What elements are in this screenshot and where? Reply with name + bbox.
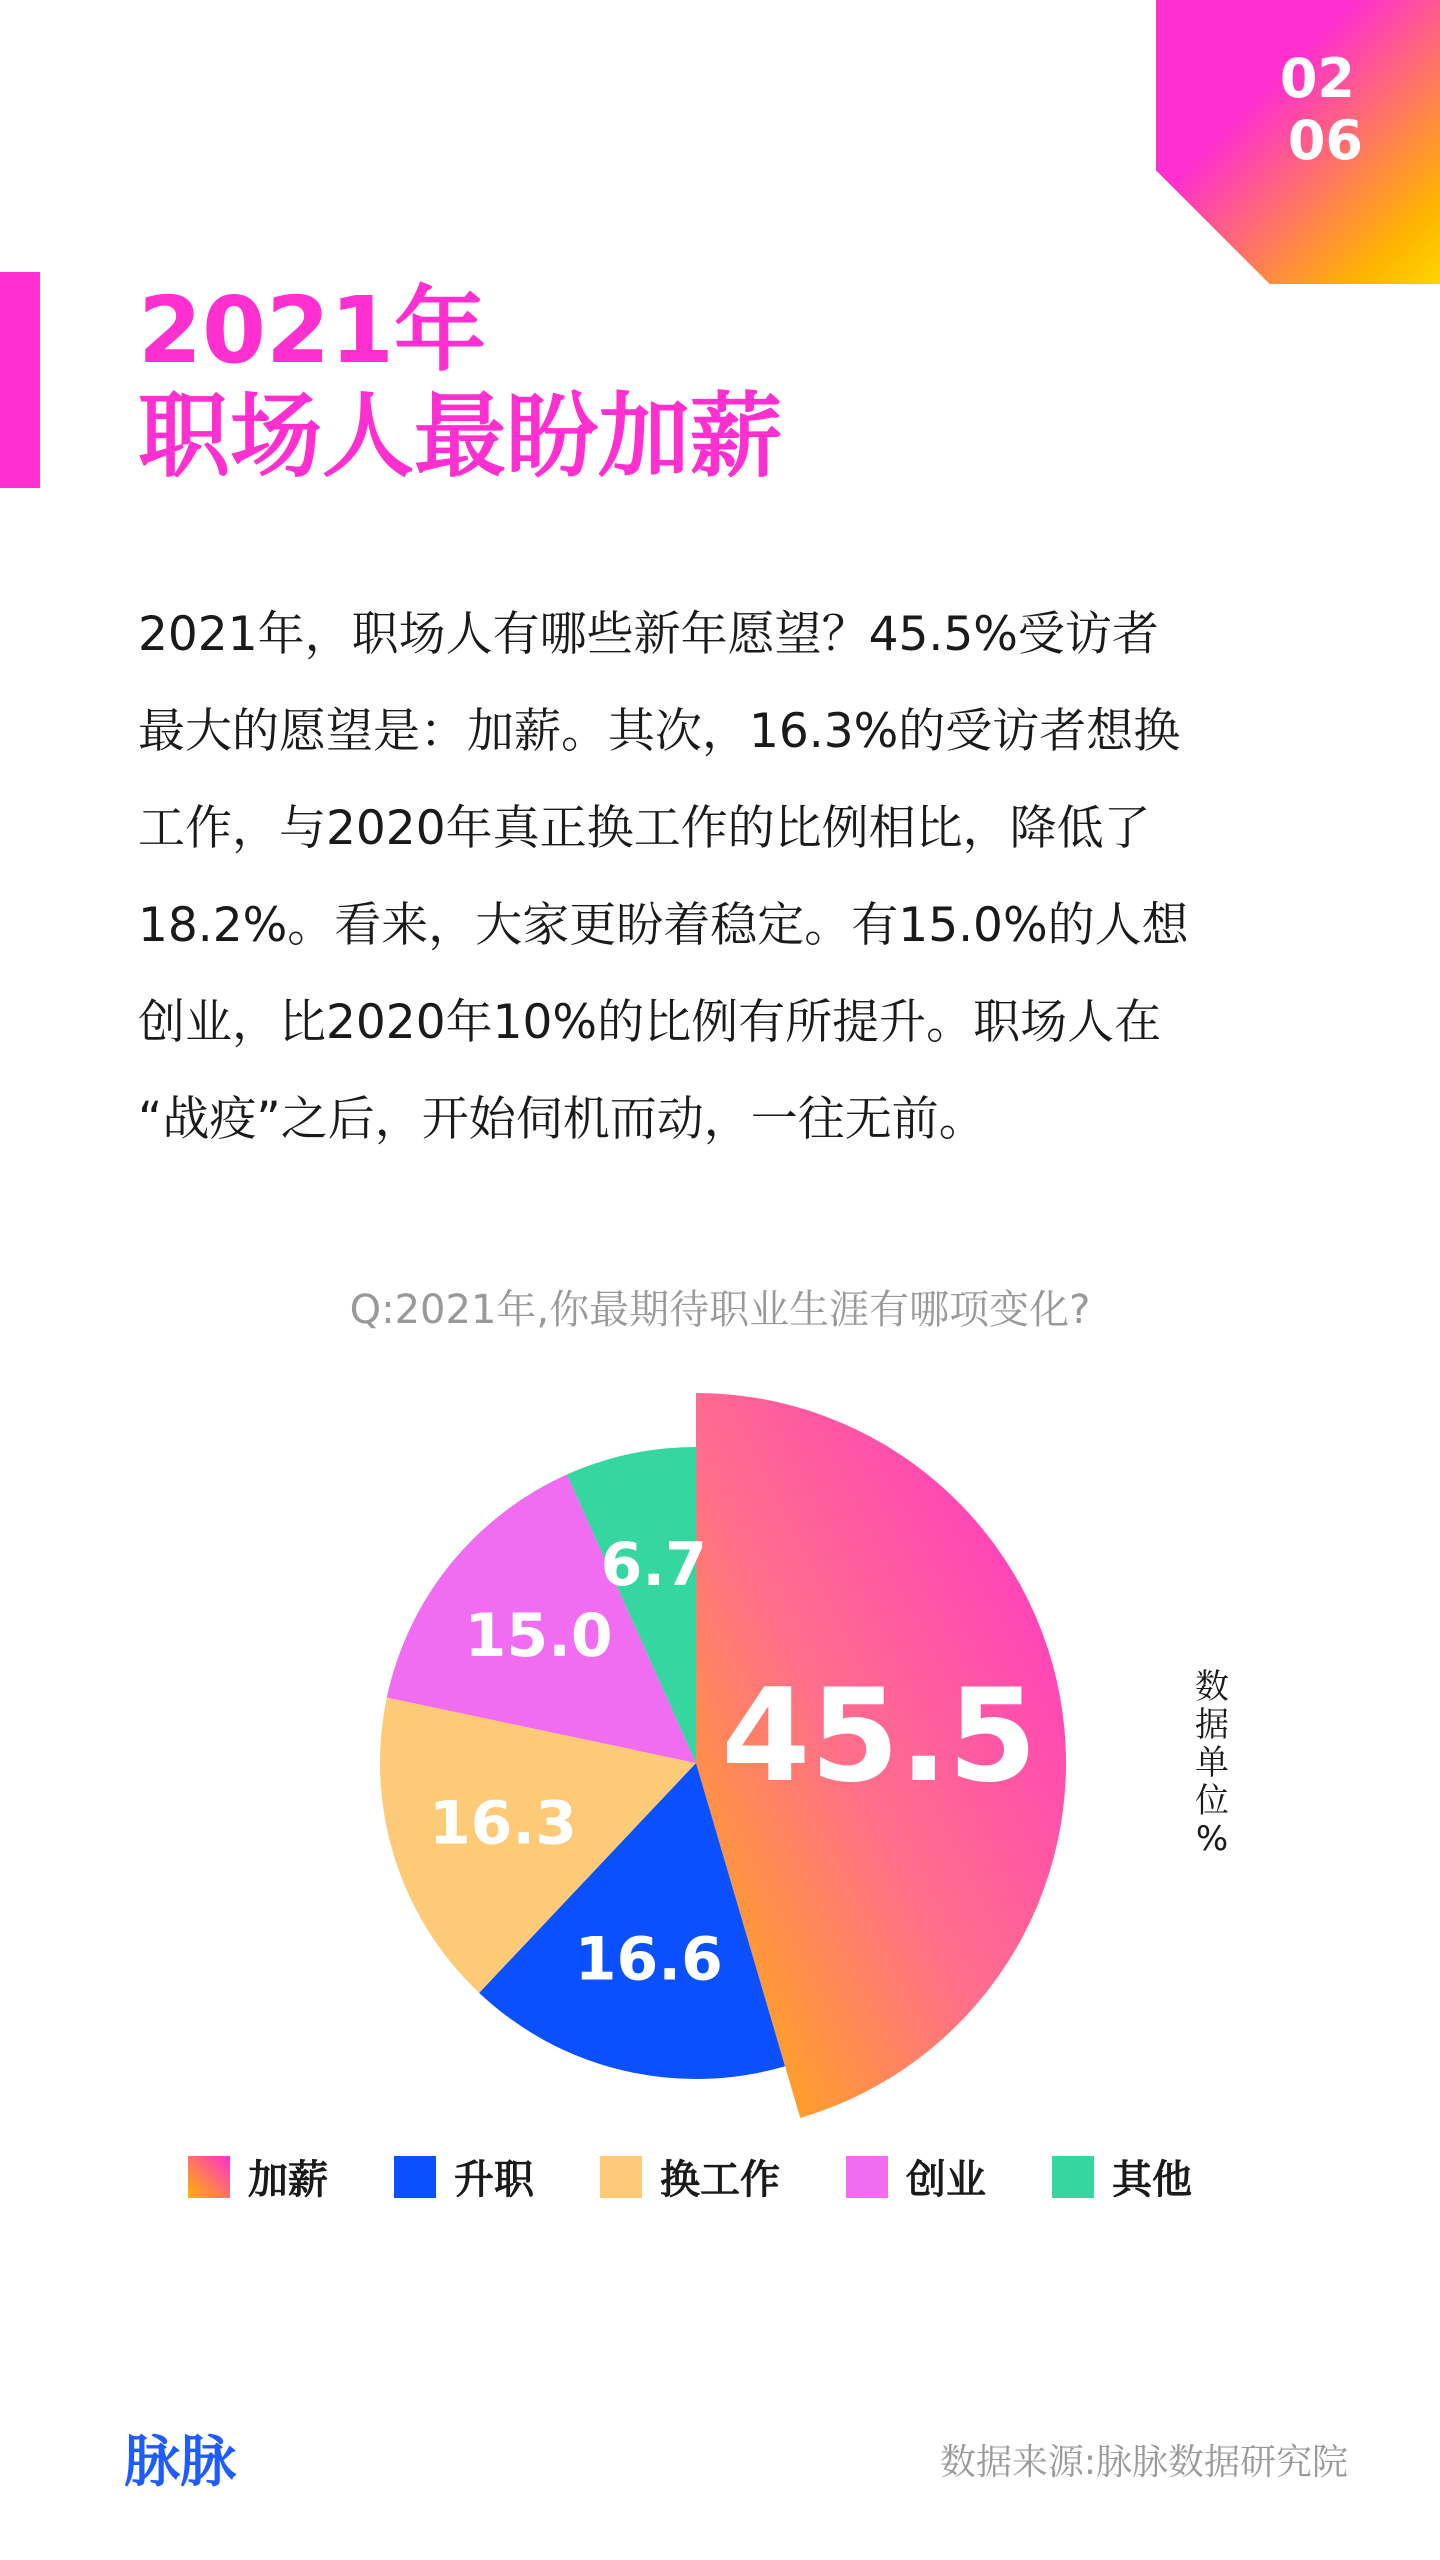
unit-char: % bbox=[1195, 1819, 1229, 1859]
page-total: 06 bbox=[1287, 109, 1363, 172]
page-title bbox=[138, 278, 782, 490]
paragraph-line: “战疫”之后，开始伺机而动，一往无前。 bbox=[138, 1092, 986, 1147]
title-line-1: 2021年 bbox=[138, 277, 487, 384]
paragraph-line: 工作，与2020年真正换工作的比例相比，降低了 bbox=[138, 801, 1151, 856]
legend-label: 加薪 bbox=[248, 2157, 328, 2203]
unit-char: 单 bbox=[1195, 1743, 1229, 1783]
legend-label: 创业 bbox=[906, 2157, 986, 2203]
legend-label: 换工作 bbox=[660, 2157, 780, 2203]
legend-item-promotion bbox=[394, 2148, 534, 2205]
legend-swatch bbox=[600, 2156, 642, 2198]
legend-swatch bbox=[188, 2156, 230, 2198]
label-job-change: 16.3 bbox=[428, 1788, 577, 1859]
paragraph-line: 最大的愿望是：加薪。其次，16.3%的受访者想换 bbox=[138, 704, 1181, 759]
data-source: 数据来源:脉脉数据研究院 bbox=[939, 2442, 1348, 2483]
title-accent-bar bbox=[0, 272, 40, 488]
legend-item-raise bbox=[188, 2148, 328, 2205]
unit-char: 数 bbox=[1195, 1667, 1229, 1707]
label-promotion: 16.6 bbox=[574, 1924, 723, 1995]
label-other: 6.7 bbox=[600, 1530, 707, 1601]
brand-logo: 脉脉 bbox=[124, 2430, 236, 2495]
legend-item-other bbox=[1052, 2148, 1192, 2205]
legend-swatch bbox=[1052, 2156, 1094, 2198]
legend-item-job-change bbox=[600, 2148, 780, 2205]
paragraph-line: 创业，比2020年10%的比例有所提升。职场人在 bbox=[138, 995, 1162, 1050]
legend-item-startup bbox=[846, 2148, 986, 2205]
title-line-2: 职场人最盼加薪 bbox=[138, 383, 783, 490]
legend-swatch bbox=[846, 2156, 888, 2198]
intro-paragraph bbox=[138, 586, 1318, 1168]
legend-swatch bbox=[394, 2156, 436, 2198]
legend-label: 升职 bbox=[454, 2157, 534, 2203]
paragraph-line: 18.2%。看来，大家更盼着稳定。有15.0%的人想 bbox=[138, 898, 1189, 953]
page-current: 02 bbox=[1279, 47, 1355, 110]
unit-label bbox=[1192, 1668, 1232, 1858]
chart-question: Q:2021年,你最期待职业生涯有哪项变化? bbox=[349, 1287, 1091, 1333]
label-raise: 45.5 bbox=[721, 1662, 1038, 1812]
legend-label: 其他 bbox=[1112, 2157, 1192, 2203]
unit-char: 据 bbox=[1195, 1705, 1229, 1745]
unit-char: 位 bbox=[1195, 1781, 1229, 1821]
label-startup: 15.0 bbox=[464, 1600, 613, 1671]
paragraph-line: 2021年，职场人有哪些新年愿望？45.5%受访者 bbox=[138, 607, 1159, 662]
chart-legend bbox=[188, 2148, 1192, 2205]
